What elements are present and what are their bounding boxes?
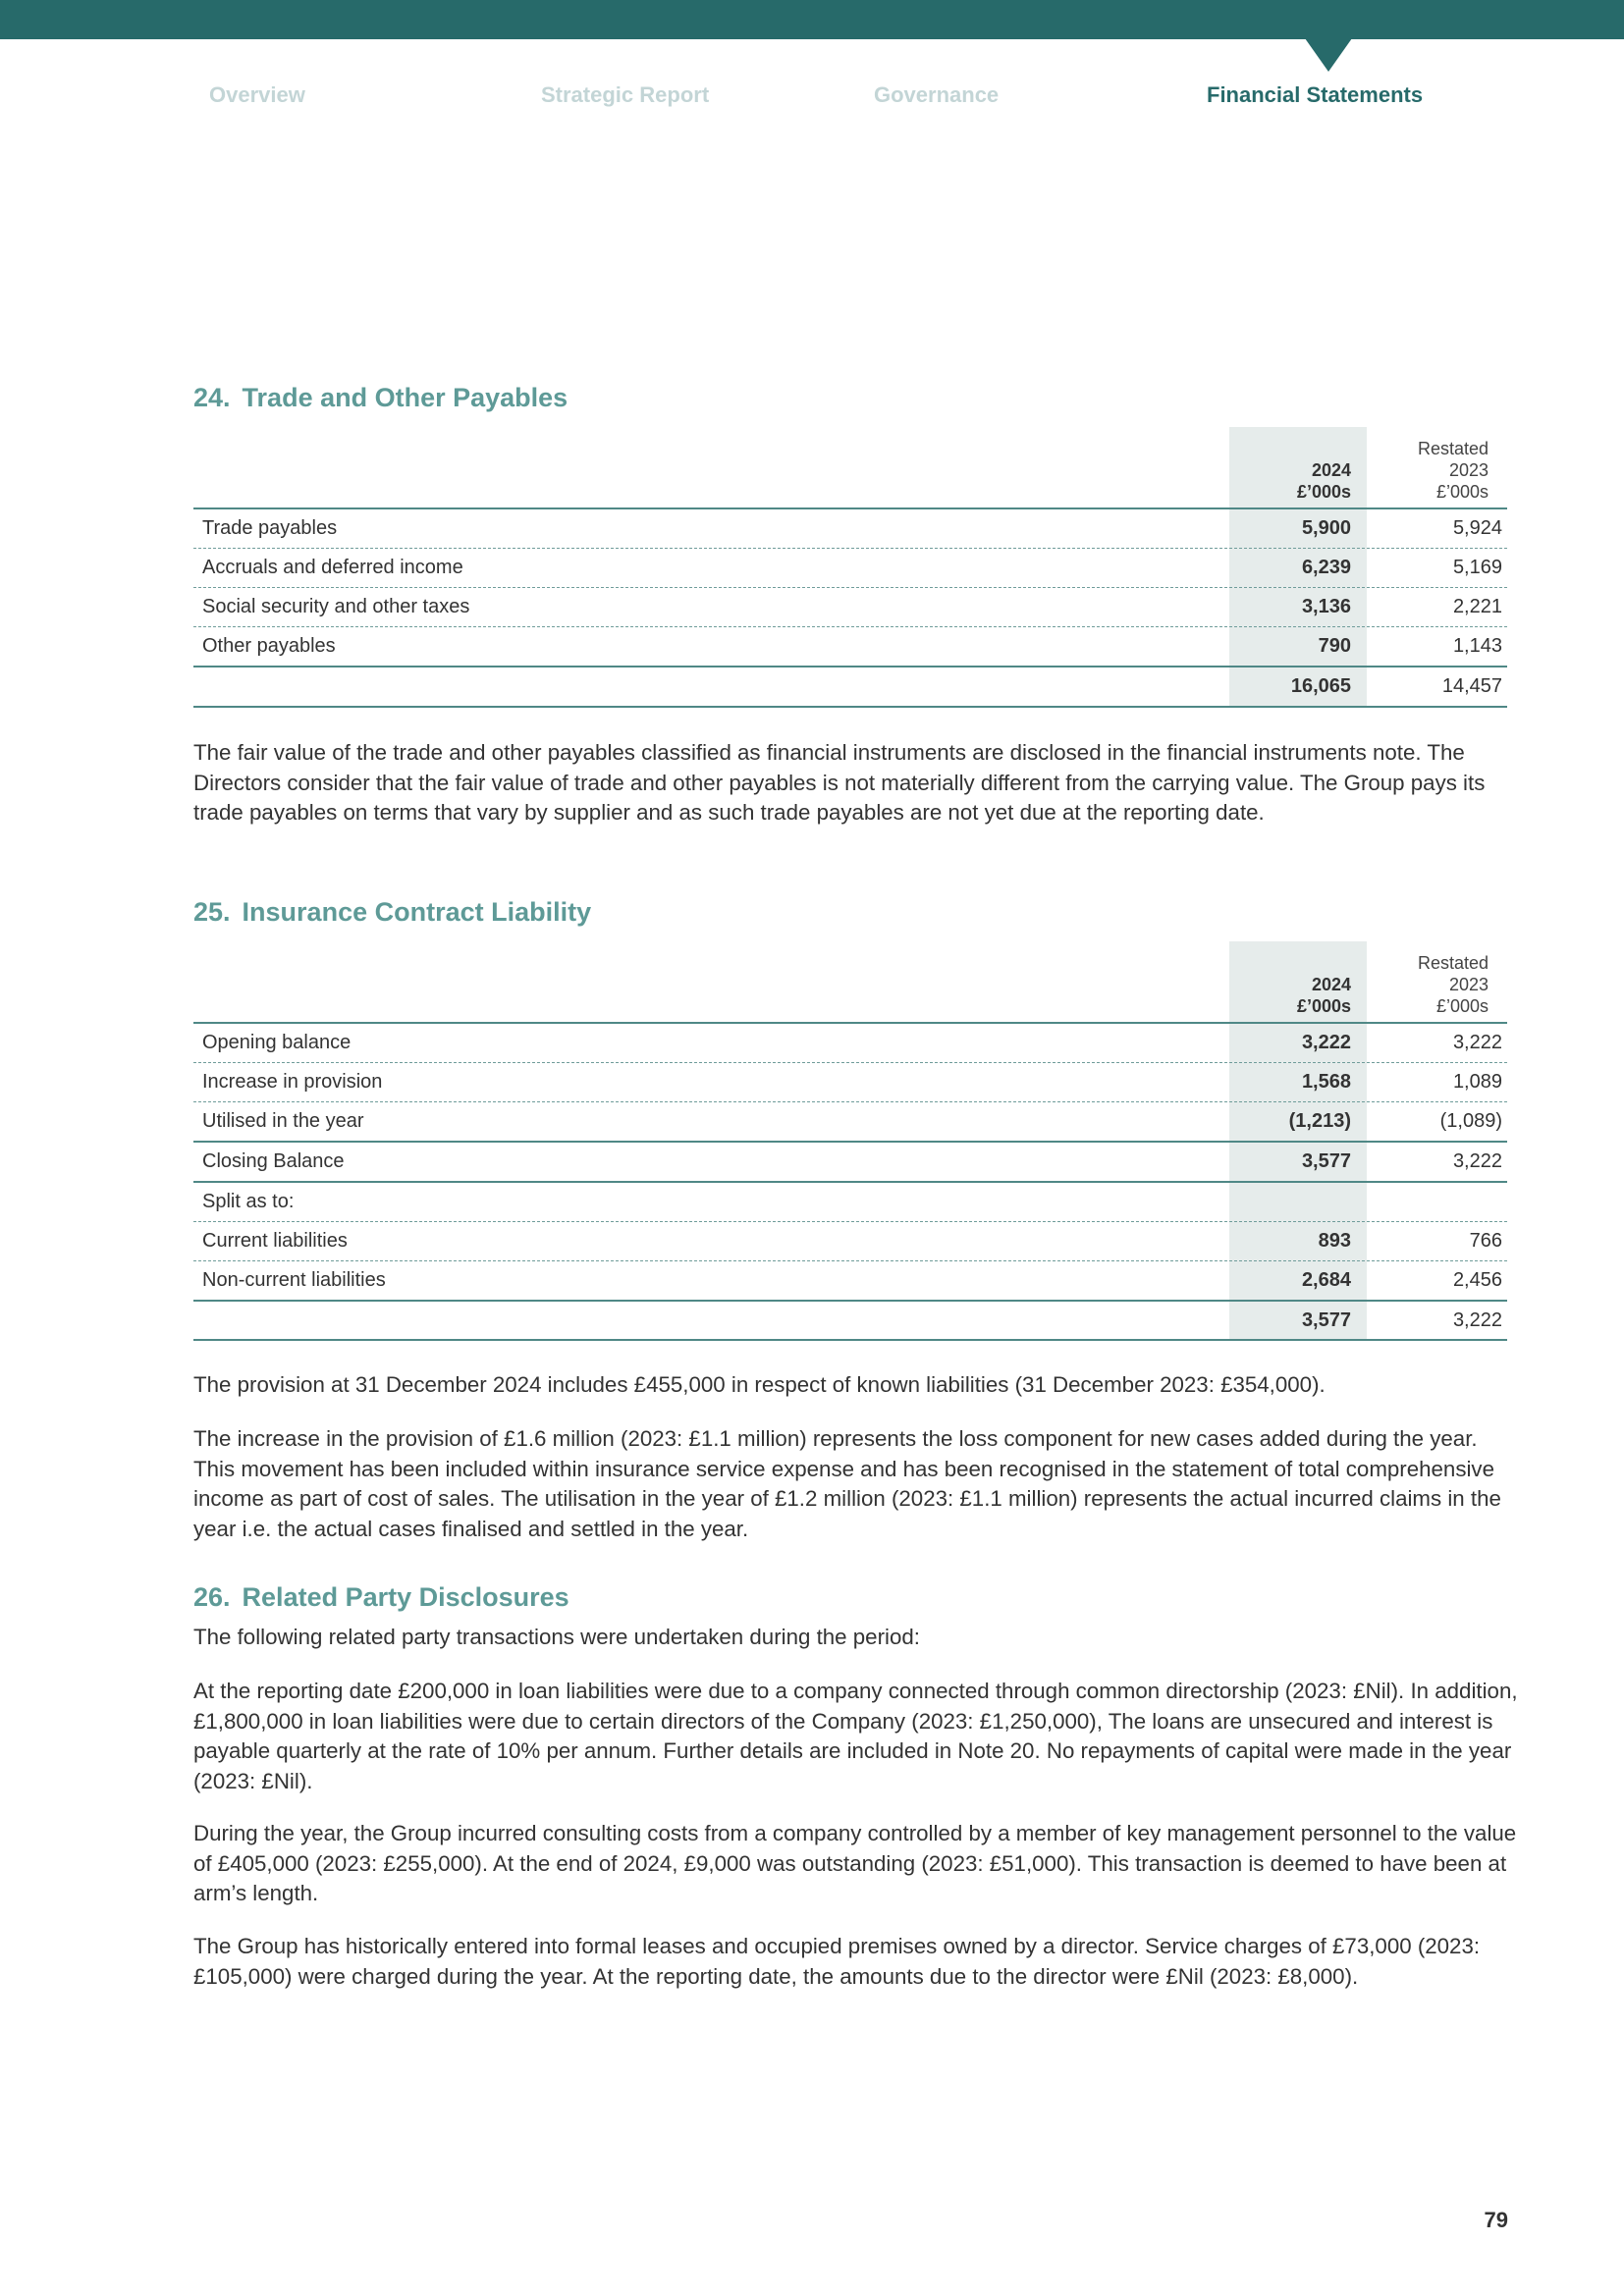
column-header-2023 <box>1367 952 1489 1017</box>
payables-note-paragraph: The fair value of the trade and other payables classified as financial instruments are disclosed in the financial instruments note. The Directors consider that the fair value of trade and other payables is not materially different from the carrying value. The Group pays its trade payables on terms that vary by supplier and as such trade payables are not yet due at the reporting date. <box>193 740 1486 825</box>
table-row <box>193 1221 1507 1260</box>
row-label: Current liabilities <box>202 1230 348 1252</box>
header-year: 2023 <box>1448 975 1489 994</box>
table-row <box>193 1023 1507 1062</box>
row-label: Closing Balance <box>202 1150 345 1172</box>
section-nav <box>0 82 1624 112</box>
section-title: Related Party Disclosures <box>242 1582 569 1612</box>
related-party-paragraph: During the year, the Group incurred consulting costs from a company controlled by a member of key management personnel to the value of £405,000 (2023: £255,000). At the end of 2024, £9,000 was outstanding (2023: £51,000). This transaction is deemed to have been at arm’s length. <box>193 1821 1517 1905</box>
section-number: 24. <box>193 383 231 412</box>
value-2024: 3,577 <box>1301 1309 1351 1331</box>
section-number: 25. <box>193 897 231 927</box>
row-label: Utilised in the year <box>202 1110 364 1132</box>
column-header-2024 <box>1229 974 1351 1017</box>
header-restated: Restated <box>1417 439 1489 458</box>
insurance-note-paragraph: The provision at 31 December 2024 includes £455,000 in respect of known liabilities (31 December 2023: £354,000). <box>193 1372 1326 1397</box>
header-restated: Restated <box>1417 953 1489 973</box>
total-row <box>193 667 1507 706</box>
related-party-paragraph: The following related party transactions were undertaken during the period: <box>193 1625 920 1649</box>
section-heading-payables <box>193 383 568 413</box>
value-2023: 766 <box>1469 1230 1502 1252</box>
header-year: 2024 <box>1311 460 1351 480</box>
value-2023: 2,221 <box>1452 596 1502 617</box>
row-label: Accruals and deferred income <box>202 557 463 578</box>
value-2023: 3,222 <box>1452 1309 1502 1331</box>
value-2024: (1,213) <box>1288 1110 1351 1132</box>
row-label: Opening balance <box>202 1032 352 1053</box>
value-2023: 1,089 <box>1452 1071 1502 1093</box>
row-label: Other payables <box>202 635 336 657</box>
value-2024: 2,684 <box>1301 1269 1351 1291</box>
value-2023: 3,222 <box>1452 1150 1502 1172</box>
table-header <box>193 941 1507 1019</box>
table-row <box>193 1142 1507 1181</box>
nav-item-governance[interactable]: Governance <box>874 82 1000 107</box>
active-section-marker <box>1305 38 1352 72</box>
table-row <box>193 1062 1507 1101</box>
section-heading-related-party <box>193 1582 569 1613</box>
nav-item-financial-statements[interactable]: Financial Statements <box>1207 82 1424 107</box>
divider <box>193 706 1507 708</box>
table-row <box>193 508 1507 548</box>
related-party-paragraph: The Group has historically entered into formal leases and occupied premises owned by a director. Service charges of £73,000 (2023: £105,000) were charged during the year. At the reporting date, the amounts due to the director were £Nil (2023: £8,000). <box>193 1934 1481 1989</box>
row-label: Trade payables <box>202 517 338 539</box>
nav-item-strategic-report[interactable]: Strategic Report <box>541 82 710 107</box>
table-row <box>193 1101 1507 1141</box>
header-unit: £’000s <box>1296 482 1351 502</box>
header-unit: £’000s <box>1435 482 1489 502</box>
header-year: 2024 <box>1311 975 1351 994</box>
row-label: Split as to: <box>202 1191 295 1212</box>
table-row <box>193 626 1507 666</box>
insurance-table <box>193 941 1507 1344</box>
value-2023: 2,456 <box>1452 1269 1502 1291</box>
value-2023: 5,169 <box>1452 557 1502 578</box>
nav-item-overview[interactable]: Overview <box>209 82 305 107</box>
section-number: 26. <box>193 1582 231 1612</box>
payables-table <box>193 427 1507 710</box>
section-title: Insurance Contract Liability <box>242 897 592 927</box>
row-label: Social security and other taxes <box>202 596 470 617</box>
row-label: Non-current liabilities <box>202 1269 386 1291</box>
related-party-paragraph: At the reporting date £200,000 in loan liabilities were due to a company connected through common directorship (2023: £Nil). In addition, £1,800,000 in loan liabilities were due to certain directors of the Company (2023: £1,250,000), The loans are unsecured and interest is payable quarterly at the rate of 10% per annum. Further details are included in Note 20. No repayments of capital were made in the year (2023: £Nil). <box>193 1679 1518 1793</box>
table-row <box>193 1260 1507 1300</box>
header-unit: £’000s <box>1296 996 1351 1016</box>
table-row <box>193 1182 1507 1221</box>
value-2023: (1,089) <box>1439 1110 1502 1132</box>
column-header-2023 <box>1367 438 1489 503</box>
value-2024: 3,136 <box>1301 596 1351 617</box>
value-2024: 3,577 <box>1301 1150 1351 1172</box>
header-year: 2023 <box>1448 460 1489 480</box>
page-number: 79 <box>1484 2208 1508 2232</box>
section-heading-insurance <box>193 897 591 928</box>
value-2023: 14,457 <box>1441 675 1502 697</box>
value-2024: 6,239 <box>1301 557 1351 578</box>
top-banner <box>0 0 1624 39</box>
value-2024: 16,065 <box>1290 675 1351 697</box>
value-2024: 790 <box>1318 635 1351 657</box>
value-2024: 5,900 <box>1301 517 1351 539</box>
value-2023: 3,222 <box>1452 1032 1502 1053</box>
section-title: Trade and Other Payables <box>242 383 568 412</box>
value-2024: 1,568 <box>1301 1071 1351 1093</box>
total-row <box>193 1301 1507 1340</box>
value-2024: 3,222 <box>1301 1032 1351 1053</box>
header-unit: £’000s <box>1435 996 1489 1016</box>
row-label: Increase in provision <box>202 1071 383 1093</box>
table-row <box>193 548 1507 587</box>
table-row <box>193 587 1507 626</box>
table-header <box>193 427 1507 505</box>
value-2023: 5,924 <box>1452 517 1502 539</box>
value-2024: 893 <box>1318 1230 1351 1252</box>
divider <box>193 1339 1507 1341</box>
value-2023: 1,143 <box>1452 635 1502 657</box>
insurance-note-paragraph: The increase in the provision of £1.6 million (2023: £1.1 million) represents the loss component for new cases added during the year. This movement has been included within insurance service expense and has been recognised in the statement of total comprehensive income as part of cost of sales. The utilisation in the year of £1.2 million (2023: £1.1 million) represents the actual incurred claims in the year i.e. the actual cases finalised and settled in the year. <box>193 1426 1501 1541</box>
column-header-2024 <box>1229 459 1351 503</box>
